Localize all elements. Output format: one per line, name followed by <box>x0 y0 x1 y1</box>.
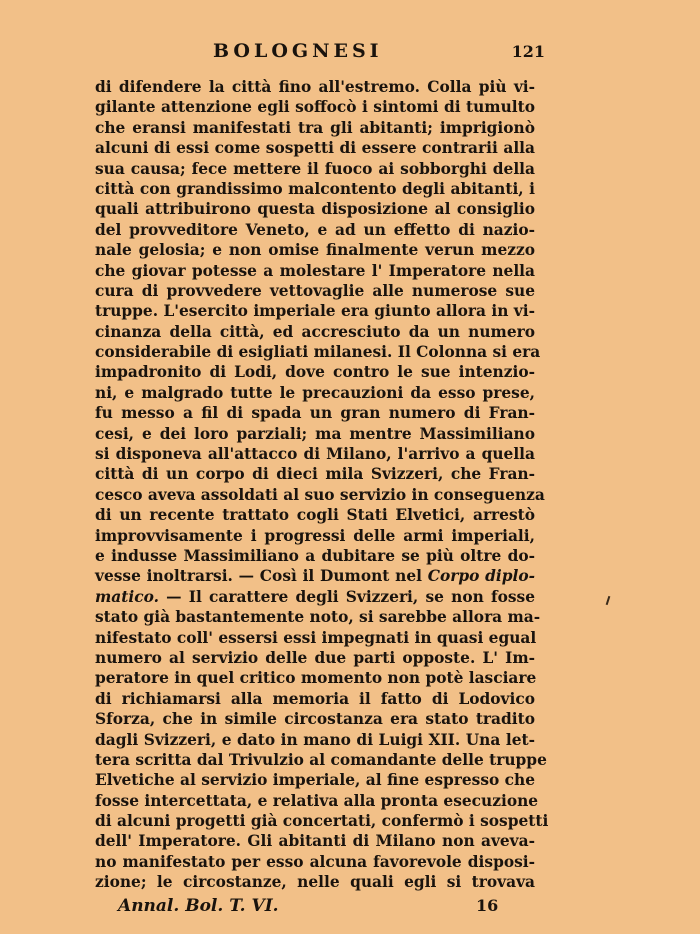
text-line: del provveditore Veneto, e ad un effetto di nazio- <box>95 220 535 239</box>
text-line: considerabile di esigliati milanesi. Il Colonna si era <box>95 343 541 362</box>
text-line: di alcuni progetti già concertati, confermò i sospetti <box>95 812 549 831</box>
text-line: alcuni di essi come sospetti di essere contrarii alla <box>95 139 535 158</box>
italic-title: Corpo diplo- <box>427 567 535 586</box>
text-line: cesco aveva assoldati al suo servizio in conseguenza <box>95 485 545 504</box>
text-line: peratore in quel critico momento non potè lasciare <box>95 669 537 688</box>
text-segment: vesse inoltrarsi. — Così il Dumont nel <box>95 567 422 586</box>
signature-mark: Annal. Bol. T. VI. <box>118 896 279 916</box>
body-text <box>95 77 549 893</box>
text-line: e indusse Massimiliano a dubitare se più oltre do- <box>95 546 535 565</box>
text-line: che eransi manifestati tra gli abitanti; imprigionò <box>95 118 535 137</box>
text-line: nifestato coll' essersi essi impegnati in quasi egual <box>95 628 537 647</box>
ink-mark <box>606 596 611 605</box>
text-line-mixed <box>95 566 535 586</box>
text-line: Sforza, che in simile circostanza era stato tradito <box>95 710 535 729</box>
text-line: di un recente trattato cogli Stati Elvetici, arrestò <box>95 506 535 525</box>
italic-title: matico. <box>95 587 159 606</box>
text-line: Elvetiche al servizio imperiale, al fine espresso che <box>95 771 535 790</box>
text-line: numero al servizio delle due parti opposte. L' Im- <box>95 648 535 667</box>
text-line: cinanza della città, ed accresciuto da un numero <box>95 322 535 341</box>
text-line: fosse intercettata, e relativa alla pronta esecuzione <box>95 791 539 810</box>
text-line: si disponeva all'attacco di Milano, l'arrivo a quella <box>95 445 535 464</box>
page-footer <box>118 896 498 920</box>
text-line: cura di provvedere vettovaglie alle numerose sue <box>95 281 535 300</box>
text-line: truppe. L'esercito imperiale era giunto allora in vi- <box>95 302 535 321</box>
text-line: gilante attenzione egli soffocò i sintomi di tumulto <box>95 98 535 117</box>
text-line: di difendere la città fino all'estremo. Colla più vi- <box>95 78 535 96</box>
text-line: stato già bastantemente noto, si sarebbe allora ma- <box>95 608 541 627</box>
running-title: BOLOGNESI <box>213 40 383 62</box>
text-line: no manifestato per esso alcuna favorevole disposi- <box>95 852 535 871</box>
text-line: ni, e malgrado tutte le precauzioni da esso prese, <box>95 383 535 402</box>
text-line: di richiamarsi alla memoria il fatto di Lodovico <box>95 689 535 708</box>
text-line: sua causa; fece mettere il fuoco ai sobborghi della <box>95 159 535 178</box>
text-line: città con grandissimo malcontento degli abitanti, i <box>95 179 535 198</box>
text-line: città di un corpo di dieci mila Svizzeri, che Fran- <box>95 465 535 484</box>
page-header <box>95 40 545 64</box>
sheet-number: 16 <box>476 896 499 915</box>
page-number: 121 <box>511 42 545 61</box>
text-line: cesi, e dei loro parziali; ma mentre Massimiliano <box>95 424 535 443</box>
text-line: dagli Svizzeri, e dato in mano di Luigi XII. Una let- <box>95 730 535 749</box>
text-line-mixed <box>95 587 535 607</box>
text-line: quali attribuirono questa disposizione al consiglio <box>95 200 535 219</box>
text-line: nale gelosia; e non omise finalmente verun mezzo <box>95 241 535 260</box>
text-line: che giovar potesse a molestare l' Imperatore nella <box>95 261 535 280</box>
text-line: impadronito di Lodi, dove contro le sue intenzio- <box>95 363 535 382</box>
text-segment: — Il carattere degli Svizzeri, se non fosse <box>166 587 536 606</box>
text-line: tera scritta dal Trivulzio al comandante delle truppe <box>95 750 547 769</box>
text-line: dell' Imperatore. Gli abitanti di Milano non aveva- <box>95 832 535 851</box>
text-line: zione; le circostanze, nelle quali egli si trovava <box>95 873 535 892</box>
text-line: improvvisamente i progressi delle armi imperiali, <box>95 526 535 545</box>
text-line: fu messo a fil di spada un gran numero di Fran- <box>95 404 535 423</box>
